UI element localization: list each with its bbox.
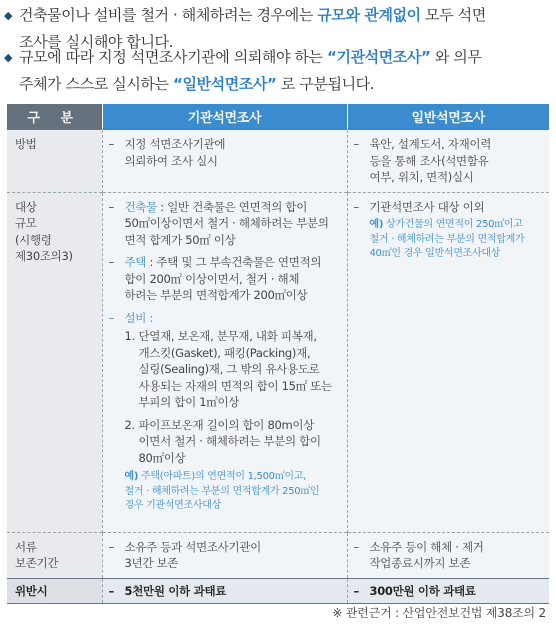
agency-method-cell: – 지정 석면조사기관에 의뢰하여 조사 실시: [102, 130, 347, 193]
header-general-survey: 일반석면조사: [347, 104, 549, 130]
table-row-document-retention: [7, 532, 549, 578]
row-label-method: 방법: [7, 130, 102, 193]
header-category: 구 분: [7, 104, 102, 130]
table-row-method: [7, 130, 549, 193]
table-row-target-scale: [7, 192, 549, 532]
agency-docs-cell: – 소유주 등과 석면조사기관이 3년간 보존: [102, 532, 347, 578]
row-label-violation: 위반시: [7, 578, 102, 604]
general-example-note: 예) 상가건물의 연면적이 250㎡이고 철거 · 해체하려는 부분의 면적합계가 40㎡인 경우 일반석면조사대상: [369, 219, 525, 259]
diamond-bullet-icon: ◆: [4, 9, 13, 22]
agency-example-note: 예) 주택(아파트)의 연면적이 1,500㎡이고, 철거 · 해체하려는 부분의 면적합계가 250㎡인 경우 기관석면조사대상: [124, 471, 320, 511]
highlight-text: “기관석면조사”: [327, 48, 431, 66]
general-method-cell: – 육안, 설계도서, 자재이력 등을 통해 조사(석면함유 여부, 위치, 면적)실시: [347, 130, 549, 193]
agency-penalty-cell: – 5천만원 이하 과태료: [102, 578, 347, 604]
table-header-row: [7, 104, 549, 130]
row-label-target-scale: 대상 규모 (시행령 제30조의3): [7, 192, 102, 532]
general-docs-cell: – 소유주 등이 해체 · 제거 작업종료시까지 보존: [347, 532, 549, 578]
equipment-criteria: – 설비 : 1. 단열재, 보온재, 분무재, 내화 피복재, 개스킷(Gasket), 패킹(Packing)재, 실링(Sealing)재, 그 밖의 유사용도로 사용되는 자재의 면적의 합이 15㎡ 또는 부피의 합이 1㎥이상 2. 파이프보온재 길이의 합이 80m이상 이면서 철거 · 해체하려는 부분의 합이 80㎡이상 예) 주택(아파트)의 연면적이 1,500㎡이고, 철거 · 해체하려는 부분의 면적합계가 250㎡인 경우 기관석면조사대상: [109, 310, 341, 514]
row-label-document-retention: 서류 보존기간: [7, 532, 102, 578]
agency-target-cell: [102, 192, 347, 532]
intro-bullet-2: ◆ 규모에 따라 지정 석면조사기관에 의뢰해야 하는 “기관석면조사” 와 의무 주체가 스스로 실시하는 “일반석면조사” 로 구분됩니다.: [4, 44, 482, 97]
table-row-violation: [7, 578, 549, 604]
building-criteria: – 건축물 : 일반 건축물은 연면적의 합이 50㎡이상이면서 철거 · 해체하려는 부분의 면적 합계가 50㎡ 이상: [108, 199, 329, 247]
asbestos-survey-table: [7, 104, 549, 604]
diamond-bullet-icon: ◆: [4, 51, 13, 64]
header-agency-survey: 기관석면조사: [102, 104, 347, 130]
highlight-text: 규모와 관계없이: [317, 6, 421, 24]
legal-basis-footnote: ※ 관련근거 : 산업안전보건법 제38조의 2: [332, 606, 546, 620]
housing-criteria: – 주택 : 주택 및 그 부속건축물은 연면적의 합이 200㎡ 이상이면서, 철거 · 해체 하려는 부분의 면적합계가 200㎡이상: [108, 255, 322, 302]
highlight-text: “일반석면조사”: [173, 75, 277, 93]
general-target-cell: – 기관석면조사 대상 이외 예) 상가건물의 연면적이 250㎡이고 철거 · 해체하려는 부분의 면적합계가 40㎡인 경우 일반석면조사대상: [347, 192, 549, 532]
general-penalty-cell: – 300만원 이하 과태료: [347, 578, 549, 604]
intro-bullet-1: ◆ 건축물이나 설비를 철거 · 해체하려는 경우에는 규모와 관계없이 모두 석면 조사를 실시해야 합니다.: [4, 2, 486, 55]
